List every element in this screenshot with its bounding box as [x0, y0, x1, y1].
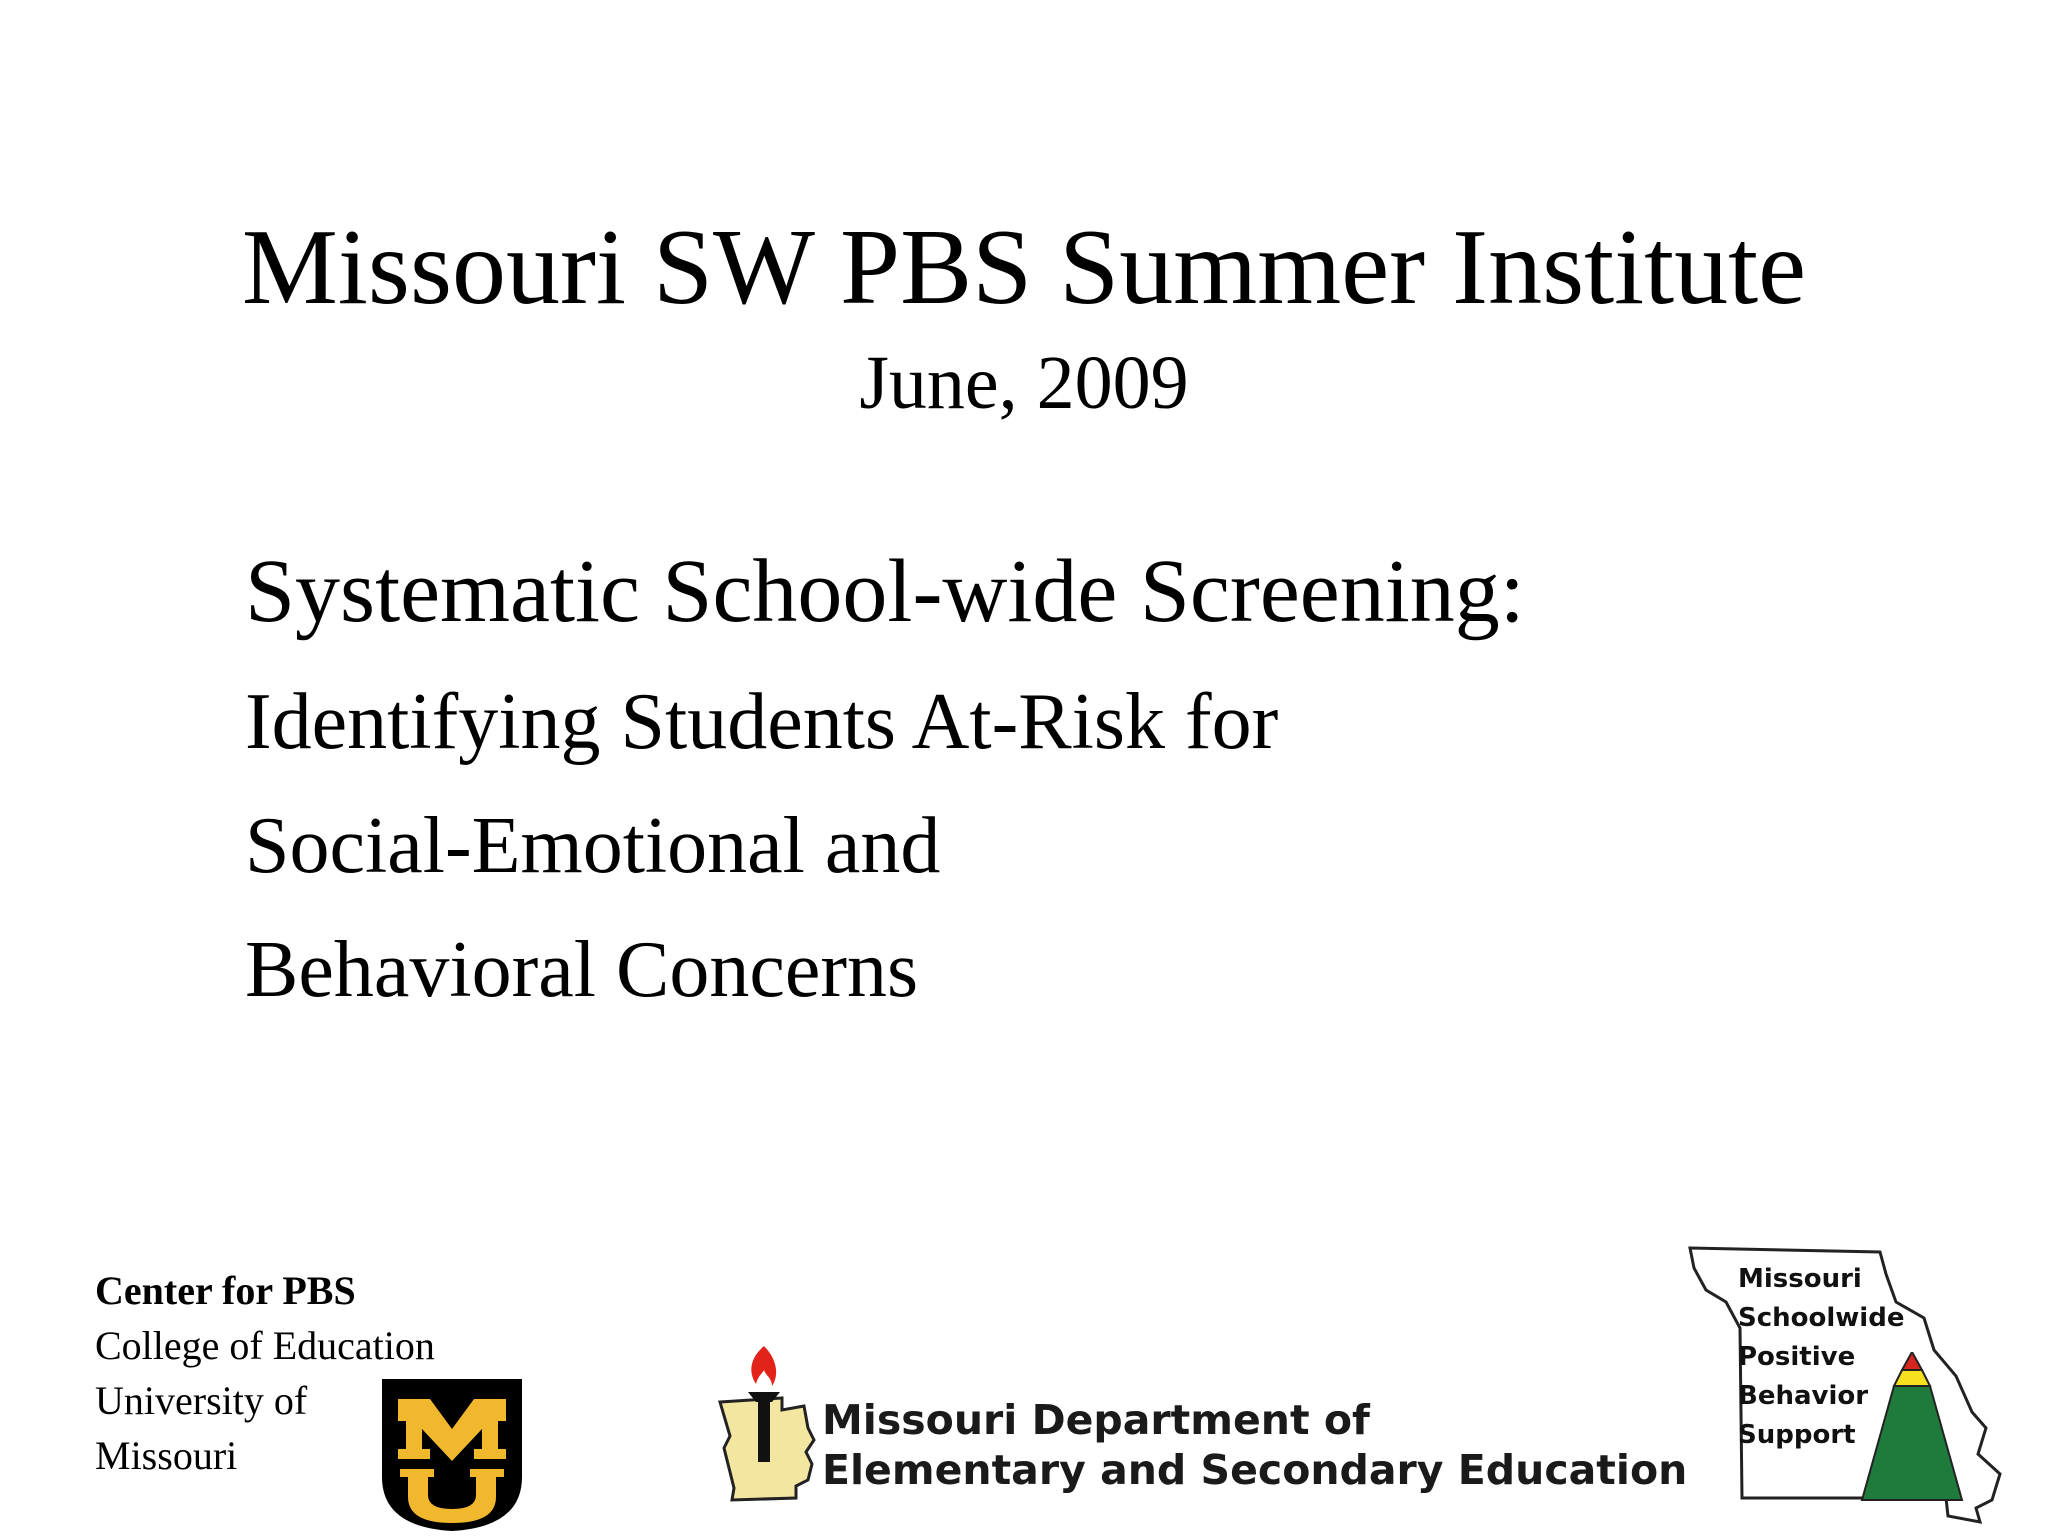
- center-line: University of: [95, 1378, 308, 1423]
- swpbs-line: Support: [1738, 1420, 1856, 1450]
- swpbs-logo: [1680, 1242, 2005, 1526]
- subtitle-line: Social-Emotional and: [245, 802, 941, 890]
- mu-logo: [378, 1377, 526, 1533]
- dese-logo: [712, 1340, 1688, 1505]
- swpbs-text: [1738, 1260, 1904, 1455]
- subtitle-line: Identifying Students At-Risk for: [245, 678, 1279, 766]
- subtitle-line: Behavioral Concerns: [245, 926, 919, 1014]
- swpbs-line: Missouri: [1738, 1264, 1862, 1294]
- slide-date: June, 2009: [859, 341, 1189, 425]
- swpbs-line: Behavior: [1738, 1381, 1869, 1411]
- dese-text: [822, 1395, 1687, 1495]
- center-name: Center for PBS: [95, 1268, 356, 1313]
- dese-line: Elementary and Secondary Education: [822, 1446, 1688, 1494]
- swpbs-line: Positive: [1738, 1342, 1856, 1372]
- center-line: College of Education: [95, 1323, 435, 1368]
- slide-title: Missouri SW PBS Summer Institute: [241, 208, 1807, 327]
- slide-heading: Systematic School-wide Screening:: [245, 542, 1525, 641]
- dese-line: Missouri Department of: [822, 1396, 1370, 1444]
- center-line: Missouri: [95, 1433, 238, 1478]
- swpbs-line: Schoolwide: [1738, 1303, 1905, 1333]
